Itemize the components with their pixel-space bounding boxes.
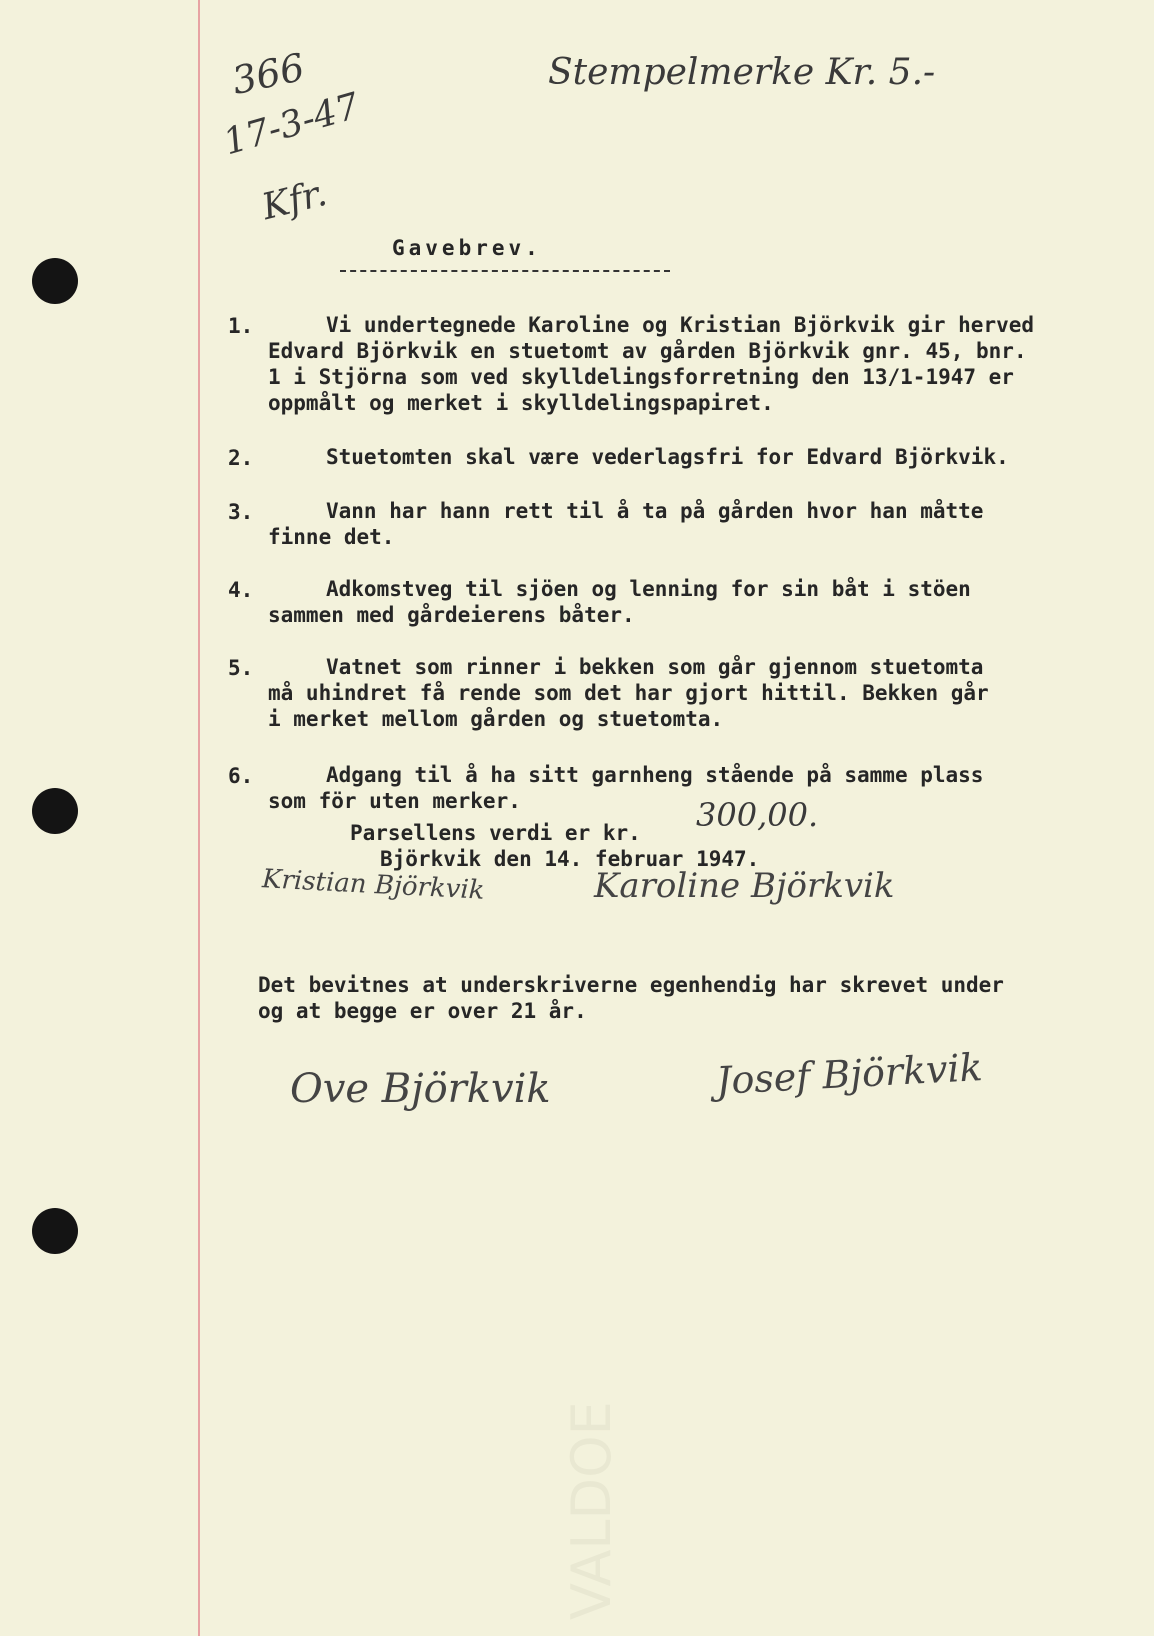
punch-hole-top xyxy=(32,258,78,304)
item-number: 2. xyxy=(228,446,254,470)
item-number: 5. xyxy=(228,656,254,680)
handwritten-initials: Kfr. xyxy=(258,172,331,229)
signature-josef: Josef Björkvik xyxy=(715,1045,984,1103)
item-5-line-3: i merket mellom gården og stuetomta. xyxy=(268,707,724,731)
signature-kristian: Kristian Björkvik xyxy=(261,864,486,906)
handwritten-stamp-note: Stempelmerke Kr. 5.- xyxy=(548,52,936,93)
value-amount-handwritten: 300,00. xyxy=(696,796,819,834)
signature-karoline: Karoline Björkvik xyxy=(594,866,895,906)
item-number: 6. xyxy=(228,764,254,788)
item-number: 1. xyxy=(228,314,254,338)
item-4-line-1: Adkomstveg til sjöen og lenning for sin båt i stöen xyxy=(326,577,971,601)
item-5-line-2: må uhindret få rende som det har gjort hittil. Bekken går xyxy=(268,681,989,705)
item-2-line-1: Stuetomten skal være vederlagsfri for Edvard Björkvik. xyxy=(326,445,1009,469)
item-1-line-2: Edvard Björkvik en stuetomt av gården Björkvik gnr. 45, bnr. xyxy=(268,339,1027,363)
title-underline xyxy=(340,270,670,272)
item-1-line-4: oppmålt og merket i skylldelingspapiret. xyxy=(268,391,774,415)
item-4-line-2: sammen med gårdeierens båter. xyxy=(268,603,635,627)
item-5-line-1: Vatnet som rinner i bekken som går gjennom stuetomta xyxy=(326,655,984,679)
watermark: VALDOE xyxy=(560,1401,623,1620)
punch-hole-middle xyxy=(32,788,78,834)
witness-line-2: og at begge er over 21 år. xyxy=(258,999,587,1023)
item-number: 4. xyxy=(228,578,254,602)
item-6-line-2: som för uten merker. xyxy=(268,789,521,813)
witness-line-1: Det bevitnes at underskriverne egenhendig har skrevet under xyxy=(258,973,1004,997)
value-label: Parsellens verdi er kr. xyxy=(350,821,641,845)
item-6-line-1: Adgang til å ha sitt garnheng stående på samme plass xyxy=(326,763,984,787)
item-1-line-3: 1 i Stjörna som ved skylldelingsforretning den 13/1-1947 er xyxy=(268,365,1014,389)
signature-ove: Ove Björkvik xyxy=(290,1066,551,1112)
handwritten-date: 17-3-47 xyxy=(219,85,364,164)
item-number: 3. xyxy=(228,500,254,524)
margin-line xyxy=(198,0,200,1636)
item-3-line-1: Vann har hann rett til å ta på gården hvor han måtte xyxy=(326,499,984,523)
handwritten-number: 366 xyxy=(228,44,309,104)
place-date: Björkvik den 14. februar 1947. xyxy=(380,847,760,871)
document-title: Gavebrev. xyxy=(392,236,542,260)
item-1-line-1: Vi undertegnede Karoline og Kristian Björkvik gir herved xyxy=(326,313,1035,337)
punch-hole-bottom xyxy=(32,1208,78,1254)
item-3-line-2: finne det. xyxy=(268,525,395,549)
